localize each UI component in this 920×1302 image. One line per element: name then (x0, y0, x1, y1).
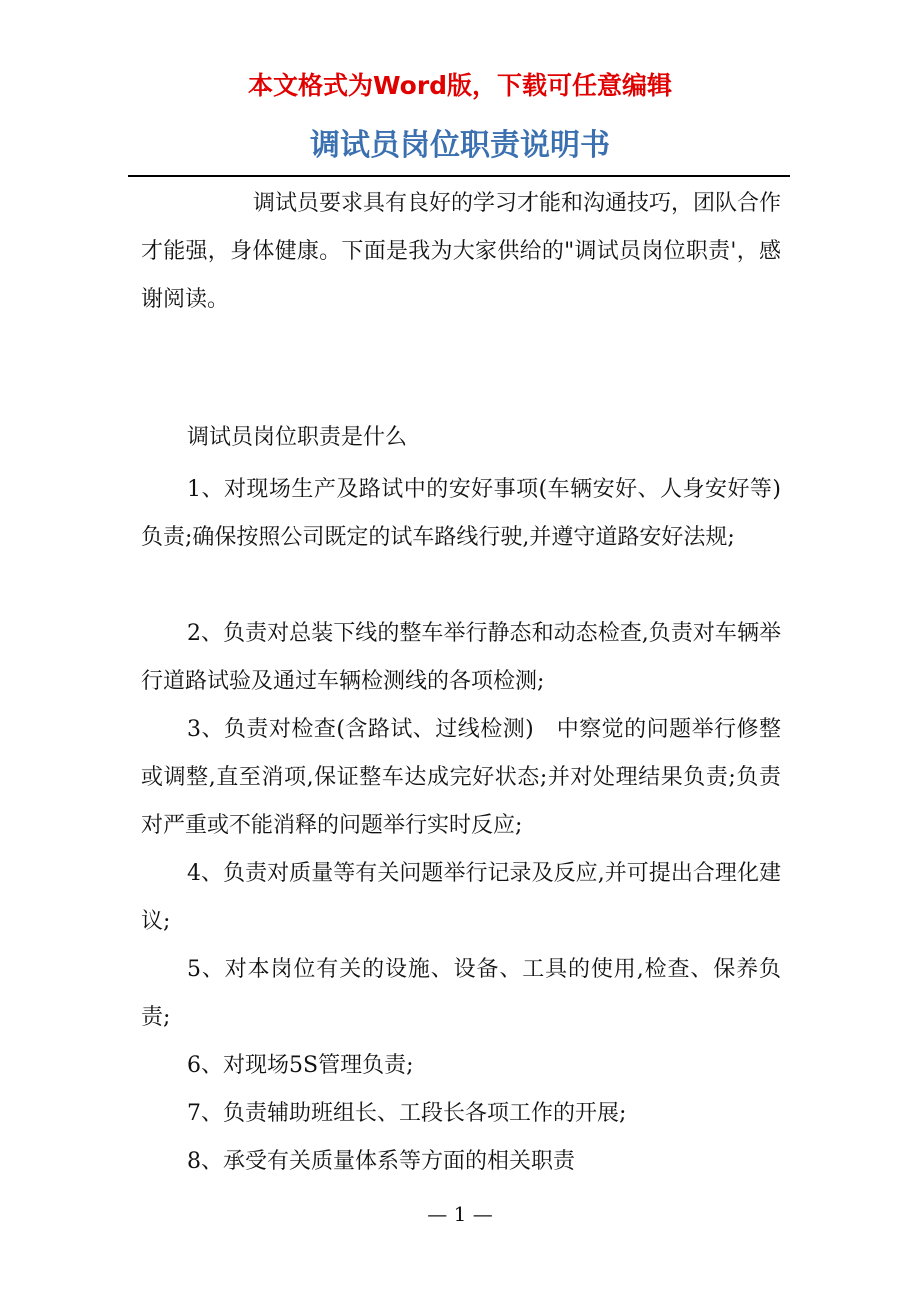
document-title: 调试员岗位职责说明书 (310, 128, 610, 163)
word-format-banner: 本文格式为Word版，下载可任意编辑 (247, 71, 673, 100)
page-number: — 1 — (427, 1202, 493, 1226)
duty-item-2: 2、负责对总装下线的整车举行静态和动态检查,负责对车辆举行道路试验及通过车辆检测线的各项检测; (141, 621, 781, 694)
section-heading: 调试员岗位职责是什么 (187, 425, 408, 450)
duty-item-3: 3、负责对检查(含路试、过线检测) 中察觉的问题举行修整或调整,直至消项,保证整车达成完好状态;并对处理结果负责;负责对严重或不能消释的问题举行实时反应; (141, 717, 781, 838)
intro-paragraph: 调试员要求具有良好的学习才能和沟通技巧，团队合作才能强，身体健康。下面是我为大家供给的"调试员岗位职责'，感谢阅读。 (141, 191, 782, 312)
duty-item-8: 8、承受有关质量体系等方面的相关职责 (187, 1149, 575, 1174)
duty-item-4: 4、负责对质量等有关问题举行记录及反应,并可提出合理化建议; (141, 861, 781, 934)
duty-item-5: 5、对本岗位有关的设施、设备、工具的使用,检查、保养负责; (141, 957, 781, 1030)
title-divider (128, 175, 790, 177)
duty-item-6: 6、对现场5S管理负责; (187, 1053, 414, 1078)
duty-item-1: 1、对现场生产及路试中的安好事项(车辆安好、人身安好等) 负责;确保按照公司既定的试车路线行驶,并遵守道路安好法规; (141, 477, 804, 550)
duty-item-7: 7、负责辅助班组长、工段长各项工作的开展; (187, 1101, 627, 1126)
